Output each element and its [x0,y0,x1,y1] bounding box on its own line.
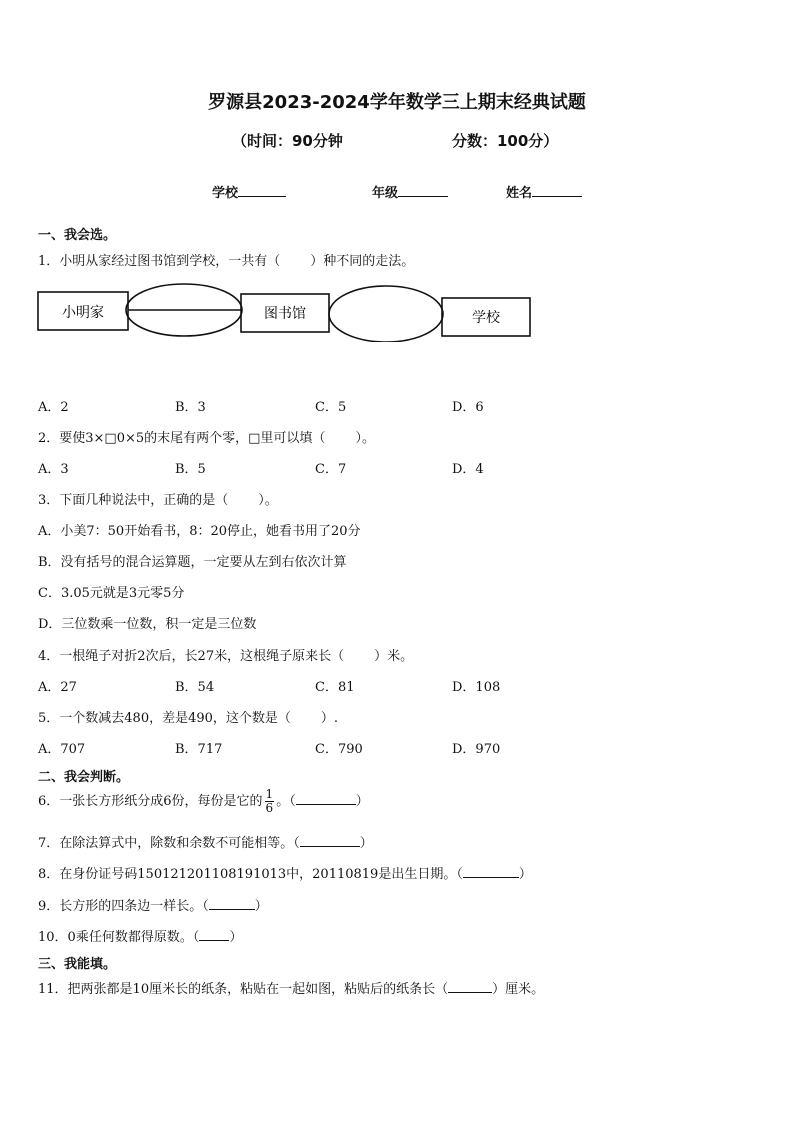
q1-option-d[interactable]: D．6 [452,400,484,415]
q5-option-c[interactable]: C．790 [315,742,363,757]
q2-option-d[interactable]: D．4 [452,462,484,477]
question-6-text: 6．一张长方形纸分成6份，每份是它的 [38,794,263,809]
answer-blank[interactable] [448,980,492,993]
question-10-tail: ） [229,930,243,945]
question-5 [38,707,338,726]
question-5-text: 5．一个数减去480，差是490，这个数是（ [38,711,291,726]
grade-field [372,182,448,201]
school-blank[interactable] [238,184,286,197]
question-4-text: 4．一根绳子对折2次后，长27米，这根绳子原来长（ [38,649,345,664]
school-label-diagram: 学校 [472,310,500,326]
fraction-one-sixth [265,788,275,815]
fraction-denominator: 6 [265,801,274,815]
answer-blank[interactable] [296,792,356,805]
q3-option-b[interactable]: B．没有括号的混合运算题，一定要从左到右依次计算 [38,555,347,570]
question-11 [38,978,544,997]
route-diagram [36,280,536,342]
question-8 [38,863,532,882]
question-1 [38,250,414,269]
name-label: 姓名 [506,186,533,201]
question-6-mid: 。（ [276,794,296,809]
q5-option-d[interactable]: D．970 [452,742,501,757]
q4-option-c[interactable]: C．81 [315,680,355,695]
q1-option-a[interactable]: A．2 [38,400,69,415]
route-loop-2 [329,286,443,342]
question-10 [38,926,242,945]
question-9-tail: ） [254,899,268,914]
question-4-tail: ）米。 [374,649,414,664]
page-title: 罗源县2023-2024学年数学三上期末经典试题 [208,92,586,113]
question-2-tail: ）。 [355,431,375,446]
school-field [212,182,286,201]
question-9-text: 9．长方形的四条边一样长。（ [38,899,209,914]
q1-option-c[interactable]: C．5 [315,400,347,415]
q1-option-b[interactable]: B．3 [175,400,206,415]
question-7-text: 7．在除法算式中，除数和余数不可能相等。（ [38,836,300,851]
question-4 [38,645,413,664]
question-6-tail: ） [355,794,369,809]
section-heading-choice: 一、我会选。 [38,228,117,243]
q4-option-d[interactable]: D．108 [452,680,501,695]
exam-time: （时间：90分钟 [232,132,343,150]
question-3-text: 3．下面几种说法中，正确的是（ [38,493,229,508]
q5-option-b[interactable]: B．717 [175,742,223,757]
answer-blank[interactable] [463,865,519,878]
question-1-text: 1．小明从家经过图书馆到学校，一共有（ [38,254,281,269]
fraction-numerator: 1 [265,787,274,801]
q3-option-d[interactable]: D．三位数乘一位数，积一定是三位数 [38,617,257,632]
name-field [506,182,582,201]
q2-option-b[interactable]: B．5 [175,462,206,477]
question-8-text: 8．在身份证号码150121201108191013中，20110819是出生日期。（ [38,867,463,882]
question-1-tail: ）种不同的走法。 [310,254,415,269]
q2-option-c[interactable]: C．7 [315,462,347,477]
section-heading-fill: 三、我能填。 [38,957,117,972]
grade-blank[interactable] [398,184,448,197]
question-7-tail: ） [359,836,373,851]
name-blank[interactable] [532,184,582,197]
question-3 [38,489,278,508]
home-label: 小明家 [62,305,104,321]
grade-label: 年级 [372,186,399,201]
answer-blank[interactable] [209,897,255,910]
question-6 [38,787,369,817]
question-11-tail: ）厘米。 [492,982,545,997]
q3-option-a[interactable]: A．小美7：50开始看书，8：20停止，她看书用了20分 [38,524,361,539]
q3-option-c[interactable]: C．3.05元就是3元零5分 [38,586,185,601]
exam-score: 分数：100分） [452,132,559,150]
q4-option-b[interactable]: B．54 [175,680,215,695]
question-8-tail: ） [518,867,532,882]
section-heading-judge: 二、我会判断。 [38,770,130,785]
q5-option-a[interactable]: A．707 [38,742,86,757]
question-5-tail: ）. [320,711,339,726]
q4-option-a[interactable]: A．27 [38,680,77,695]
question-11-text: 11．把两张都是10厘米长的纸条，粘贴在一起如图，粘贴后的纸条长（ [38,982,449,997]
question-2 [38,427,375,446]
question-3-tail: ）。 [258,493,278,508]
answer-blank[interactable] [300,834,360,847]
library-label: 图书馆 [264,306,306,322]
school-label: 学校 [212,186,239,201]
question-2-text: 2．要使3×□0×5的末尾有两个零，□里可以填（ [38,431,326,446]
question-7 [38,832,373,851]
question-10-text: 10．0乘任何数都得原数。（ [38,930,200,945]
answer-blank[interactable] [199,928,229,941]
question-9 [38,895,268,914]
q2-option-a[interactable]: A．3 [38,462,69,477]
